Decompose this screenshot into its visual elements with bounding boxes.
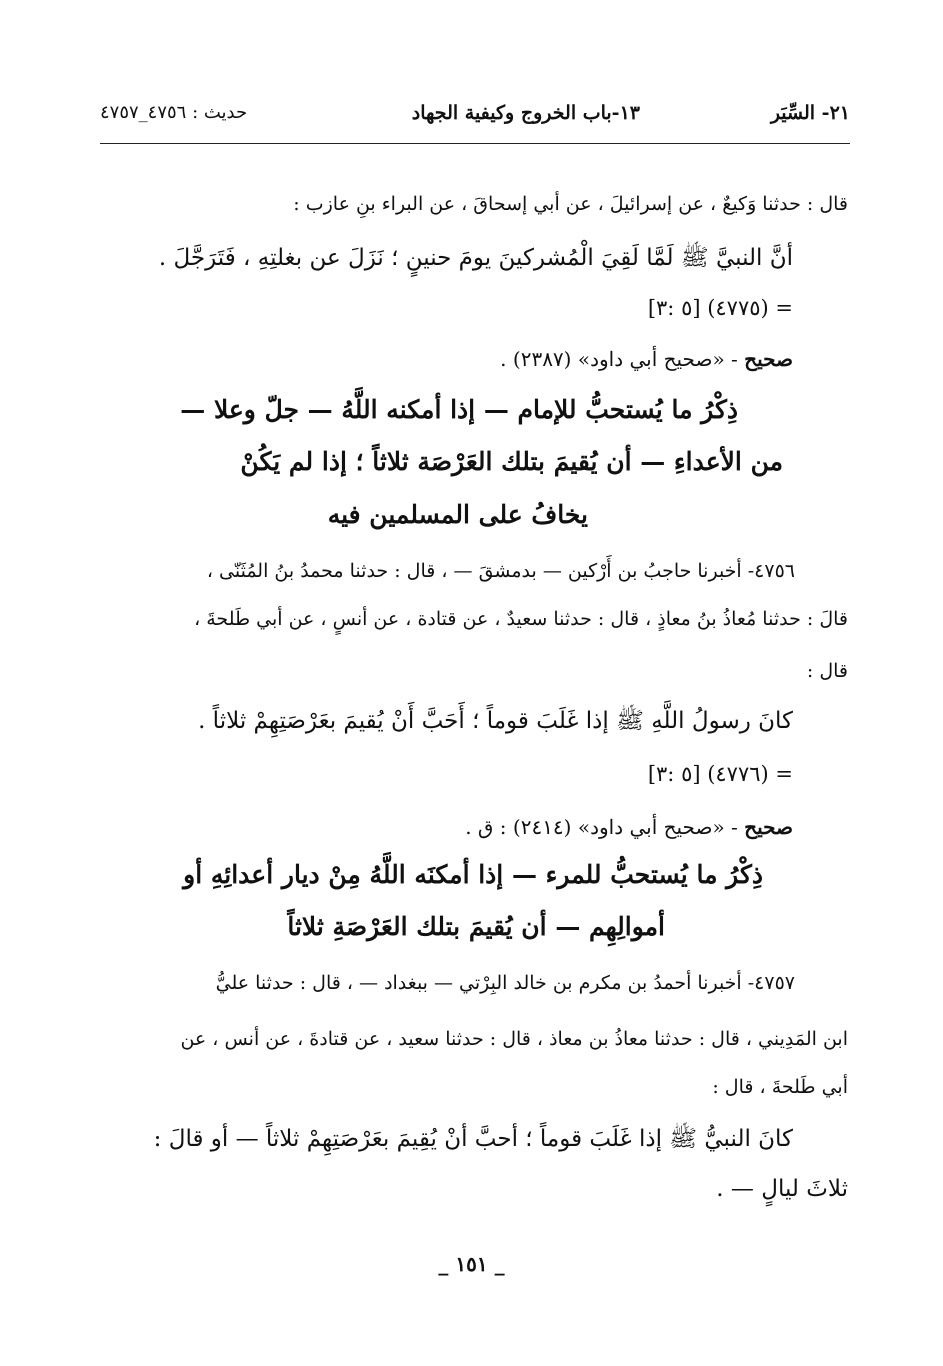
reference-line — [648, 761, 793, 787]
hadith-range: حديث : ٤٧٥٦_٤٧٥٧ — [100, 102, 248, 123]
grade-label: صحيح — [744, 815, 793, 839]
hadith-text-line: ثلاثَ ليالٍ — . — [716, 1176, 848, 1202]
chain-line: ٤٧٥٧- أخبرنا أحمدُ بن مكرم بن خالد البِرْتي — ببغداد — ، قال : حدثنا عليُّ — [215, 972, 795, 994]
running-header — [100, 102, 850, 132]
grade-label: صحيح — [744, 347, 793, 371]
page-number: _ ١٥١ _ — [438, 1252, 505, 1276]
chain-line: قال : حدثنا وَكيعٌ ، عن إسرائيلَ ، عن أبي إسحاقَ ، عن البراء بنِ عازب : — [293, 193, 848, 215]
cross-reference: = (٤٧٧٦) [٥ :٣] — [647, 762, 793, 786]
chain-line: قال : — [806, 660, 848, 682]
grading-line — [500, 347, 793, 371]
chapter-heading-line: ذِكْرُ ما يُستحبُّ للمرء — إذا أمكنَه اللَّهُ مِنْ ديار أعدائِهِ أو — [183, 860, 763, 889]
chain-line: ٤٧٥٦- أخبرنا حاجبُ بن أَرْكين — بدمشقَ — ، قال : حدثنا محمدُ بنُ المُثَنّى ، — [206, 560, 795, 582]
grading-source: - «صحيح أبي داود» (٢٣٨٧) . — [500, 347, 745, 371]
section-title: ١٣-باب الخروج وكيفية الجهاد — [411, 102, 640, 124]
hadith-text-line: أنَّ النبيَّ ﷺ لَمَّا لَقِيَ الْمُشركينَ يومَ حنينٍ ؛ نَزَلَ عن بغلتِهِ ، فَتَرَجَّلَ . — [158, 245, 793, 271]
grading-source: - «صحيح أبي داود» (٢٤١٤) : ق . — [465, 815, 745, 839]
chapter-title: ٢١- السِّيَر — [770, 102, 850, 124]
chain-line: قالَ : حدثنا مُعاذُ بنُ معاذٍ ، قال : حدثنا سعيدٌ ، عن قتادة ، عن أنسٍ ، عن أبي طَلحةَ ، — [194, 608, 848, 630]
chapter-heading-line: يخافُ على المسلمين فيه — [327, 500, 588, 529]
chain-line: ابن المَدِيني ، قال : حدثنا معاذُ بن معاذ ، قال : حدثنا سعيد ، عن قتادةَ ، عن أنس ، عن — [180, 1028, 848, 1050]
hadith-text-line: كانَ النبيُّ ﷺ إذا غَلَبَ قوماً ؛ أحبَّ أنْ يُقِيمَ بعَرْصَتِهِمْ ثلاثاً — أو قالَ : — [153, 1126, 793, 1152]
hadith-text-line: كانَ رسولُ اللَّهِ ﷺ إذا غَلَبَ قوماً ؛ أَحَبَّ أَنْ يُقيمَ بعَرْصَتِهِمْ ثلاثاً . — [198, 708, 793, 734]
chapter-heading-line: من الأعداءِ — أن يُقيمَ بتلك العَرْصَة ثلاثاً ؛ إذا لم يَكُنْ — [240, 447, 783, 476]
chapter-heading-line: ذِكْرُ ما يُستحبُّ للإمام — إذا أمكنه اللَّهُ — جلّ وعلا — — [180, 395, 738, 424]
cross-reference: = (٤٧٧٥) [٥ :٣] — [647, 296, 793, 320]
header-rule — [100, 143, 850, 144]
reference-line — [648, 295, 793, 321]
chain-line: أبي طَلحةَ ، قال : — [712, 1076, 848, 1098]
chapter-heading-line: أموالِهِم — أن يُقيمَ بتلك العَرْصَةِ ثلاثاً — [287, 912, 665, 941]
grading-line — [465, 815, 793, 839]
